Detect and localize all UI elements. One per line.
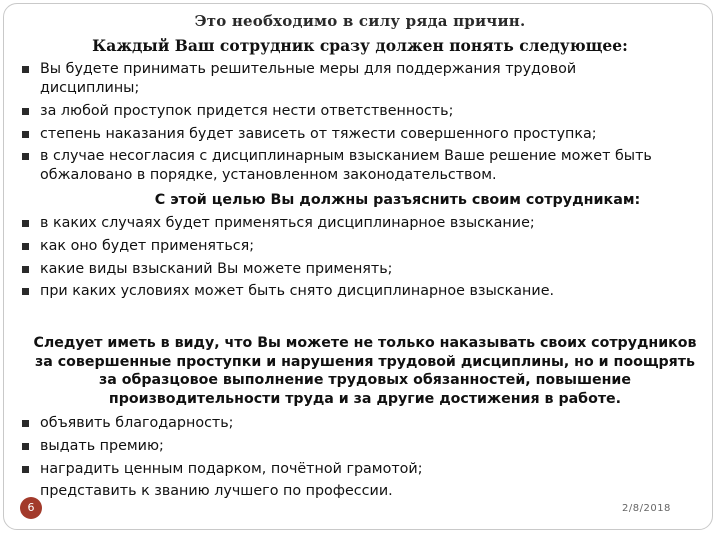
- list-item-text: в случае несогласия с дисциплинарным взысканием Ваше решение может быть обжаловано в порядке, установленном законодательством.: [40, 148, 652, 184]
- list-rewards: [8, 414, 608, 505]
- list-item: [8, 214, 668, 233]
- bullet-square-icon: [22, 153, 29, 160]
- slide-number-badge: 6: [20, 497, 42, 519]
- list-explanations: [8, 214, 668, 305]
- list-item: [8, 460, 608, 479]
- list-item-text: в каких случаях будет применяться дисциплинарное взыскание;: [40, 215, 535, 231]
- list-item-text: Вы будете принимать решительные меры для поддержания трудовой дисциплины;: [40, 61, 577, 96]
- list-item: [8, 102, 658, 121]
- slide-date: 2/8/2018: [622, 503, 671, 514]
- bullet-square-icon: [22, 66, 29, 73]
- list-item-text: какие виды взысканий Вы можете применять;: [40, 260, 393, 277]
- list-item: [8, 414, 608, 433]
- bullet-square-icon: [22, 266, 29, 273]
- list-item: [8, 437, 608, 456]
- list-item: [8, 237, 668, 256]
- bullet-square-icon: [22, 288, 29, 295]
- list-item-text: наградить ценным подарком, почётной грамотой;: [40, 460, 423, 477]
- list-item: [8, 260, 668, 279]
- list-item-text: представить к званию лучшего по профессии.: [40, 483, 393, 500]
- list-item: [8, 147, 658, 185]
- section-heading: С этой целью Вы должны разъяснить своим сотрудникам:: [154, 192, 641, 208]
- bullet-square-icon: [22, 131, 29, 138]
- list-item: [8, 60, 658, 98]
- bullet-square-icon: [22, 443, 29, 450]
- slide-title: Это необходимо в силу ряда причин.: [194, 12, 526, 30]
- list-item-text: при каких условиях может быть снято дисциплинарное взыскание.: [40, 283, 555, 300]
- bullet-square-icon: [22, 243, 29, 250]
- note-paragraph: Следует иметь в виду, что Вы можете не только наказывать своих сотрудников за совершенные проступки и нарушения трудовой дисциплины, но и поощрять за образцовое выполнение трудовых обязанностей, повышение производительности труда и за другие достижения в работе.: [33, 335, 697, 407]
- list-item: [8, 282, 668, 301]
- bullet-square-icon: [22, 108, 29, 115]
- list-item-text: выдать премию;: [40, 437, 164, 454]
- list-item: [8, 482, 608, 501]
- list-item: [8, 125, 658, 144]
- list-item-text: степень наказания будет зависеть от тяжести совершенного проступка;: [40, 125, 597, 142]
- list-item-text: за любой проступок придется нести ответственность;: [40, 102, 454, 119]
- list-item-text: объявить благодарность;: [40, 415, 234, 431]
- slide-subtitle: Каждый Ваш сотрудник сразу должен понять следующее:: [92, 36, 628, 55]
- list-consequences: [8, 60, 658, 189]
- list-item-text: как оно будет применяться;: [40, 237, 255, 254]
- bullet-square-icon: [22, 420, 29, 427]
- bullet-square-icon: [22, 466, 29, 473]
- bullet-square-icon: [22, 220, 29, 227]
